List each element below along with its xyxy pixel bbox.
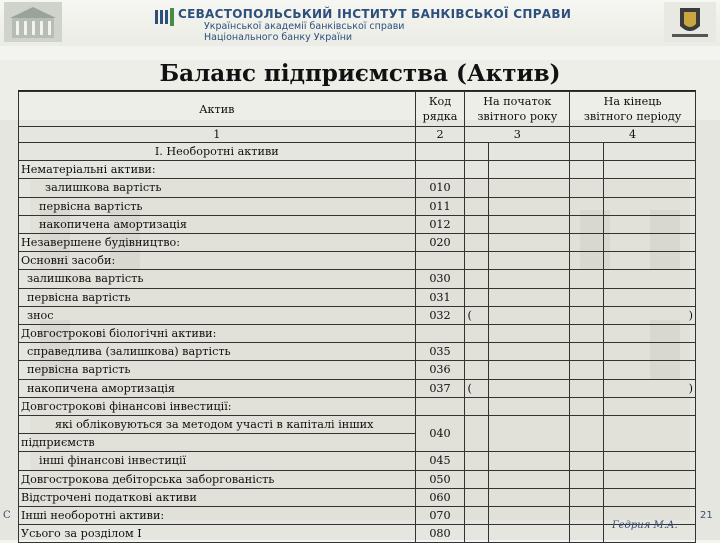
header-asset: Актив: [19, 92, 416, 127]
table-row: [19, 379, 696, 397]
header-end-line2: звітного періоду: [583, 110, 682, 123]
paren-open: (: [465, 306, 489, 324]
row-label: накопичена амортизація: [19, 379, 416, 397]
col-num-4: 4: [570, 127, 696, 143]
row-label: Довгострокові фінансові інвестиції:: [19, 397, 416, 415]
institute-mark-icon: [155, 8, 175, 26]
balance-table: [18, 91, 696, 543]
row-code: [415, 161, 465, 179]
row-code: 070: [415, 507, 465, 525]
col-num-2: 2: [415, 127, 465, 143]
row-code: [415, 325, 465, 343]
row-label: Інші необоротні активи:: [19, 507, 416, 525]
row-label: Основні засоби:: [19, 252, 416, 270]
table-row: [19, 416, 696, 434]
col-num-1: 1: [19, 127, 416, 143]
row-code: 030: [415, 270, 465, 288]
row-code: [415, 252, 465, 270]
section-row: [19, 143, 696, 161]
row-code: 031: [415, 288, 465, 306]
table-row: [19, 179, 696, 197]
table-row: [19, 161, 696, 179]
col-num-3: 3: [465, 127, 570, 143]
row-label: первісна вартість: [19, 197, 416, 215]
table-row: [19, 525, 696, 543]
header-code: [415, 92, 465, 127]
header-end: [570, 92, 696, 127]
section-title: І. Необоротні активи: [19, 143, 416, 161]
row-label: Довгострокові біологічні активи:: [19, 325, 416, 343]
row-label: первісна вартість: [19, 288, 416, 306]
table-row: [19, 488, 696, 506]
paren-open: (: [465, 379, 489, 397]
row-code: 020: [415, 234, 465, 252]
row-code: 012: [415, 215, 465, 233]
row-code: 010: [415, 179, 465, 197]
table-row: [19, 252, 696, 270]
row-label: залишкова вартість: [19, 179, 416, 197]
row-label: Довгострокова дебіторська заборгованість: [19, 470, 416, 488]
header-end-line1: На кінець: [603, 95, 662, 108]
table-row: [19, 470, 696, 488]
page-title: Баланс підприємства (Актив): [159, 60, 561, 87]
row-label: інші фінансові інвестиції: [19, 452, 416, 470]
row-code: 037: [415, 379, 465, 397]
row-label: справедлива (залишкова) вартість: [19, 343, 416, 361]
table-row: [19, 306, 696, 324]
table-row: [19, 197, 696, 215]
row-code: 036: [415, 361, 465, 379]
footer-author: Гедрия М.А.: [612, 520, 678, 531]
row-label: залишкова вартість: [19, 270, 416, 288]
row-label: підприємств: [19, 434, 416, 452]
table-row: [19, 215, 696, 233]
page-number: 21: [700, 510, 713, 521]
row-label: Незавершене будівництво:: [19, 234, 416, 252]
table-row: [19, 361, 696, 379]
header-code-line1: Код: [428, 95, 452, 108]
building-logo-icon: [4, 2, 62, 42]
institute-name: СЕВАСТОПОЛЬСЬКИЙ ІНСТИТУТ БАНКІВСЬКОЇ СПРАВИ: [178, 7, 572, 21]
row-code: 050: [415, 470, 465, 488]
header-start: [465, 92, 570, 127]
row-code: 080: [415, 525, 465, 543]
table-row: [19, 234, 696, 252]
header-start-line1: На початок: [483, 95, 552, 108]
table-row: [19, 270, 696, 288]
table-row: [19, 507, 696, 525]
row-label: які обліковуються за методом участі в капіталі інших: [19, 416, 416, 434]
row-label: Відстрочені податкові активи: [19, 488, 416, 506]
row-label: первісна вартість: [19, 361, 416, 379]
row-label: Нематеріальні активи:: [19, 161, 416, 179]
paren-close: ): [604, 379, 696, 397]
coat-of-arms-icon: [664, 2, 716, 42]
table-row: [19, 325, 696, 343]
row-code: 035: [415, 343, 465, 361]
row-code: 011: [415, 197, 465, 215]
paren-close: ): [604, 306, 696, 324]
table-row: [19, 288, 696, 306]
row-label: накопичена амортизація: [19, 215, 416, 233]
row-code: 032: [415, 306, 465, 324]
table-row: [19, 343, 696, 361]
footer-left-mark: С: [3, 510, 11, 521]
table-row: [19, 452, 696, 470]
row-code: 060: [415, 488, 465, 506]
institute-subtitle-2: Національного банку України: [204, 32, 353, 43]
column-number-row: [19, 127, 696, 143]
table-row: [19, 397, 696, 415]
row-label: знос: [19, 306, 416, 324]
row-label: Усього за розділом І: [19, 525, 416, 543]
row-code: 045: [415, 452, 465, 470]
header-banner: [0, 0, 720, 46]
institute-subtitle-1: Української академії банківської справи: [204, 21, 405, 32]
row-code: 040: [415, 416, 465, 452]
table-header-row: [19, 92, 696, 127]
header-start-line2: звітного року: [477, 110, 558, 123]
row-code: [415, 397, 465, 415]
header-code-line2: рядка: [422, 110, 458, 123]
